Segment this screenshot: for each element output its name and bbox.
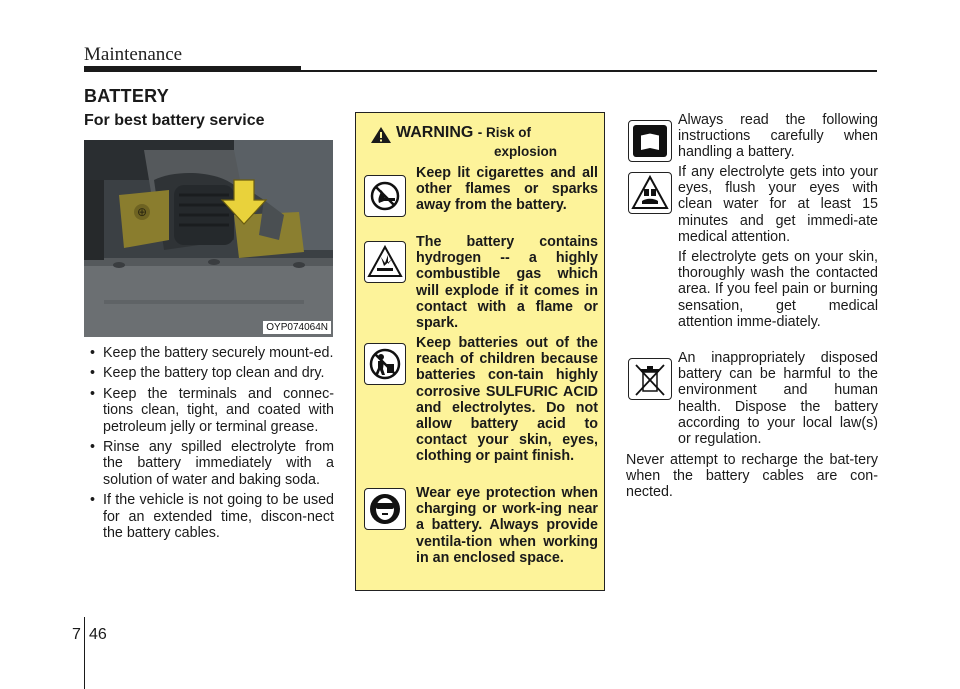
keep-away-from-children-icon — [364, 343, 406, 385]
warning-heading — [396, 124, 558, 159]
engine-bay-illustration — [84, 140, 333, 337]
list-item: • Rinse any spilled electrolyte from the battery immediately with a solution of water and baking soda. — [84, 439, 334, 488]
instruction-text: If electrolyte gets on your skin, thoroughly wash the contacted area. If you feel pain or burning sensation, get medical attention imme-diately. — [678, 249, 878, 330]
warning-risk-line2: explosion — [494, 144, 558, 159]
acid-hazard-icon — [628, 172, 672, 214]
closing-note: Never attempt to recharge the bat-tery when the battery cables are con-nected. — [626, 452, 878, 501]
warning-item-text: Keep lit cigarettes and all other flames or sparks away from the battery. — [416, 165, 598, 214]
chapter-number: 7 — [72, 626, 81, 643]
page-number: 46 — [89, 626, 107, 643]
eye-protection-icon — [364, 488, 406, 530]
section-title: BATTERY — [84, 86, 170, 106]
explosion-hazard-icon — [364, 241, 406, 283]
warning-item-text: The battery contains hydrogen -- a highly combustible gas which will explode if it comes in contact with a flame or spark. — [416, 234, 598, 332]
list-item: • Keep the terminals and connec-tions clean, tight, and coated with petroleum jelly or terminal grease. — [84, 386, 334, 435]
subsection-title: For best battery service — [84, 112, 265, 129]
running-header: Maintenance — [84, 44, 183, 65]
header-rule-thick — [84, 66, 301, 72]
instruction-text: An inappropriately disposed battery can be harmful to the environment and human health. Dispose the battery according to your local law(s) or regulation. — [678, 350, 878, 448]
list-item: • Keep the battery securely mount-ed. — [84, 345, 334, 361]
warning-triangle-icon — [370, 126, 392, 144]
read-manual-icon — [628, 120, 672, 162]
photo-caption: OYP074064N — [263, 321, 331, 334]
warning-label: WARNING — [396, 124, 474, 141]
warning-box — [355, 112, 605, 591]
crossed-bin-icon — [628, 358, 672, 400]
list-item: • Keep the battery top clean and dry. — [84, 365, 334, 381]
warning-item-text: Wear eye protection when charging or work-ing near a battery. Always provide ventila-tion when working in an enclosed space. — [416, 485, 598, 566]
header-rule-thin — [301, 70, 877, 72]
battery-tips-list — [84, 345, 334, 545]
footer-rule — [84, 617, 85, 689]
instruction-text: If any electrolyte gets into your eyes, flush your eyes with clean water for at least 15 minutes and get immedi-ate medical attention. — [678, 164, 878, 245]
list-item: • If the vehicle is not going to be used for an extended time, discon-nect the battery cables. — [84, 492, 334, 541]
no-smoking-flames-icon — [364, 175, 406, 217]
warning-risk-line1: - Risk of — [477, 125, 532, 140]
warning-item-text: Keep batteries out of the reach of children because batteries con-tain highly corrosive SULFURIC ACID and electrolytes. Do not allow battery acid to contact your skin, eyes, clothing or paint finish. — [416, 335, 598, 465]
svg-text:⊕: ⊕ — [137, 205, 148, 219]
battery-photo — [84, 140, 333, 337]
instruction-text: Always read the following instructions carefully when handling a battery. — [678, 112, 878, 161]
